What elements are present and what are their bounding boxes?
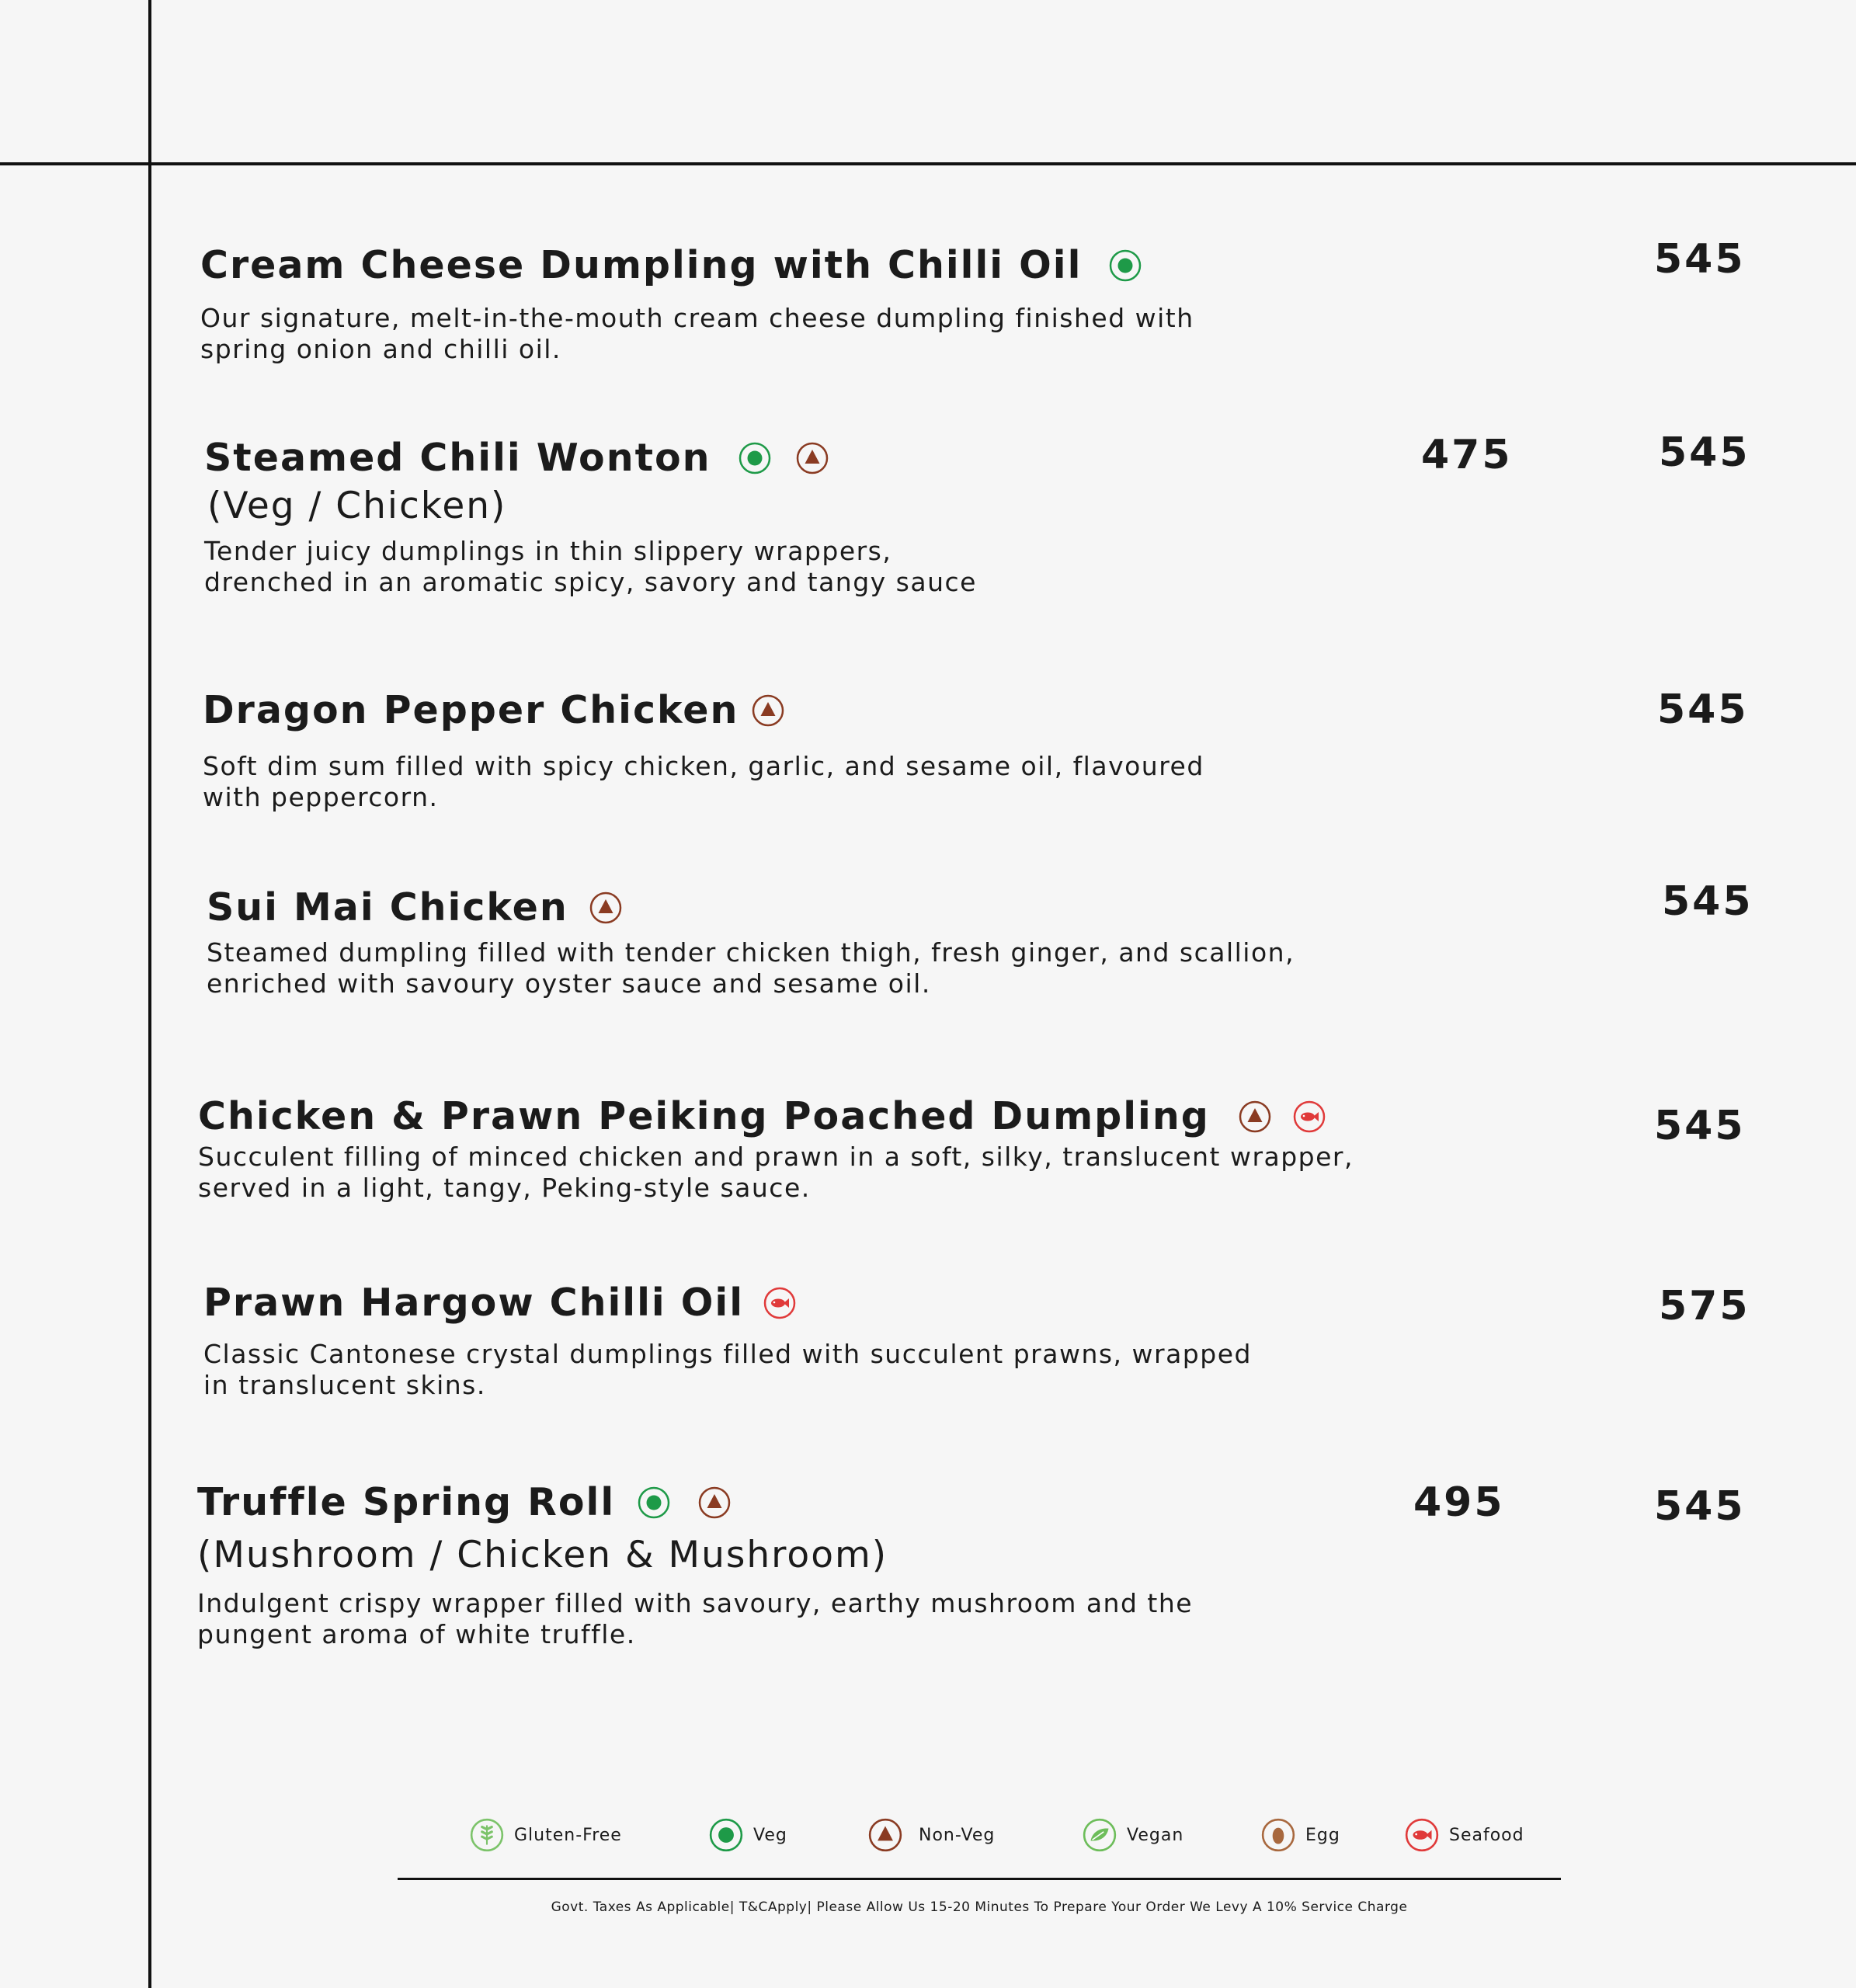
item-description: Tender juicy dumplings in thin slippery wrappers, drenched in an aromatic spicy, savory and tangy sauce	[204, 536, 977, 597]
item-price: 545	[1659, 429, 1750, 476]
item-title-row	[203, 1280, 1252, 1326]
item-price: 545	[1657, 686, 1749, 733]
item-name: Chicken & Prawn Peiking Poached Dumpling	[198, 1094, 1210, 1138]
item-price: 545	[1654, 1103, 1746, 1149]
legend-egg	[1260, 1817, 1340, 1853]
item-price: 545	[1654, 1483, 1746, 1530]
veg-icon	[708, 1817, 744, 1853]
veg-icon	[1108, 248, 1142, 283]
item-price: 575	[1659, 1283, 1750, 1329]
legend-seafood	[1404, 1817, 1524, 1853]
vegan-icon	[1082, 1817, 1117, 1853]
legend-gluten-free	[469, 1817, 622, 1853]
legend-label: Gluten-Free	[514, 1825, 622, 1845]
item-title-row	[200, 242, 1194, 289]
item-name: Cream Cheese Dumpling with Chilli Oil	[200, 243, 1083, 287]
non-veg-icon	[867, 1817, 903, 1853]
legend-label: Veg	[753, 1825, 787, 1845]
item-description: Steamed dumpling filled with tender chicken thigh, fresh ginger, and scallion, enriched with savoury oyster sauce and sesame oil.	[207, 937, 1295, 999]
menu-item	[197, 1479, 1193, 1650]
item-name: Steamed Chili Wonton	[204, 436, 711, 480]
legend-label: Egg	[1305, 1825, 1340, 1845]
veg-icon	[637, 1486, 671, 1520]
non-veg-icon	[751, 693, 785, 728]
veg-icon	[738, 441, 772, 475]
legend-label: Vegan	[1127, 1825, 1184, 1845]
item-price: 545	[1654, 236, 1746, 283]
legend-vegan	[1082, 1817, 1183, 1853]
item-title-row	[203, 687, 1204, 734]
item-price-secondary: 495	[1413, 1479, 1505, 1526]
legend-label: Non-Veg	[919, 1825, 996, 1845]
menu-item	[207, 885, 1295, 999]
non-veg-icon	[697, 1486, 732, 1520]
non-veg-icon	[589, 891, 623, 925]
item-title-row	[204, 435, 977, 481]
item-variant: (Veg / Chicken)	[207, 485, 507, 527]
item-name: Prawn Hargow Chilli Oil	[203, 1281, 744, 1325]
item-title-row	[207, 885, 1295, 931]
menu-item	[203, 687, 1204, 813]
legend-divider	[398, 1878, 1561, 1880]
item-name: Sui Mai Chicken	[207, 885, 568, 930]
egg-icon	[1260, 1817, 1296, 1853]
menu-item	[200, 242, 1194, 365]
item-price: 545	[1662, 878, 1753, 925]
legend-label: Seafood	[1449, 1825, 1524, 1845]
item-variant: (Mushroom / Chicken & Mushroom)	[197, 1534, 888, 1576]
footer-note: Govt. Taxes As Applicable| T&CApply| Please Allow Us 15-20 Minutes To Prepare Your Order We Levy A 10% Service Charge	[551, 1899, 1408, 1915]
item-description: Classic Cantonese crystal dumplings filled with succulent prawns, wrapped in translucent skins.	[203, 1339, 1252, 1400]
seafood-icon	[1404, 1817, 1440, 1853]
left-border-line	[148, 0, 151, 1988]
item-price-secondary: 475	[1421, 432, 1513, 478]
non-veg-icon	[1238, 1100, 1272, 1134]
legend-veg	[708, 1817, 787, 1853]
item-description: Indulgent crispy wrapper filled with savoury, earthy mushroom and the pungent aroma of white truffle.	[197, 1588, 1194, 1649]
item-title-row	[198, 1093, 1354, 1140]
item-name: Truffle Spring Roll	[197, 1480, 616, 1524]
menu-item	[198, 1093, 1354, 1204]
menu-item	[203, 1280, 1252, 1401]
menu-item	[204, 435, 977, 598]
seafood-icon	[763, 1286, 797, 1320]
top-border-line	[0, 162, 1856, 165]
seafood-icon	[1292, 1100, 1326, 1134]
item-description: Our signature, melt-in-the-mouth cream cheese dumpling finished with spring onion and chilli oil.	[200, 303, 1194, 364]
legend-non-veg	[867, 1817, 995, 1853]
non-veg-icon	[795, 441, 829, 475]
gluten-free-icon	[469, 1817, 505, 1853]
item-title-row	[197, 1479, 1193, 1526]
item-name: Dragon Pepper Chicken	[203, 688, 739, 732]
item-description: Succulent filling of minced chicken and prawn in a soft, silky, translucent wrapper, served in a light, tangy, Peking-style sauce.	[198, 1142, 1354, 1203]
item-description: Soft dim sum filled with spicy chicken, garlic, and sesame oil, flavoured with peppercorn.	[203, 751, 1204, 812]
